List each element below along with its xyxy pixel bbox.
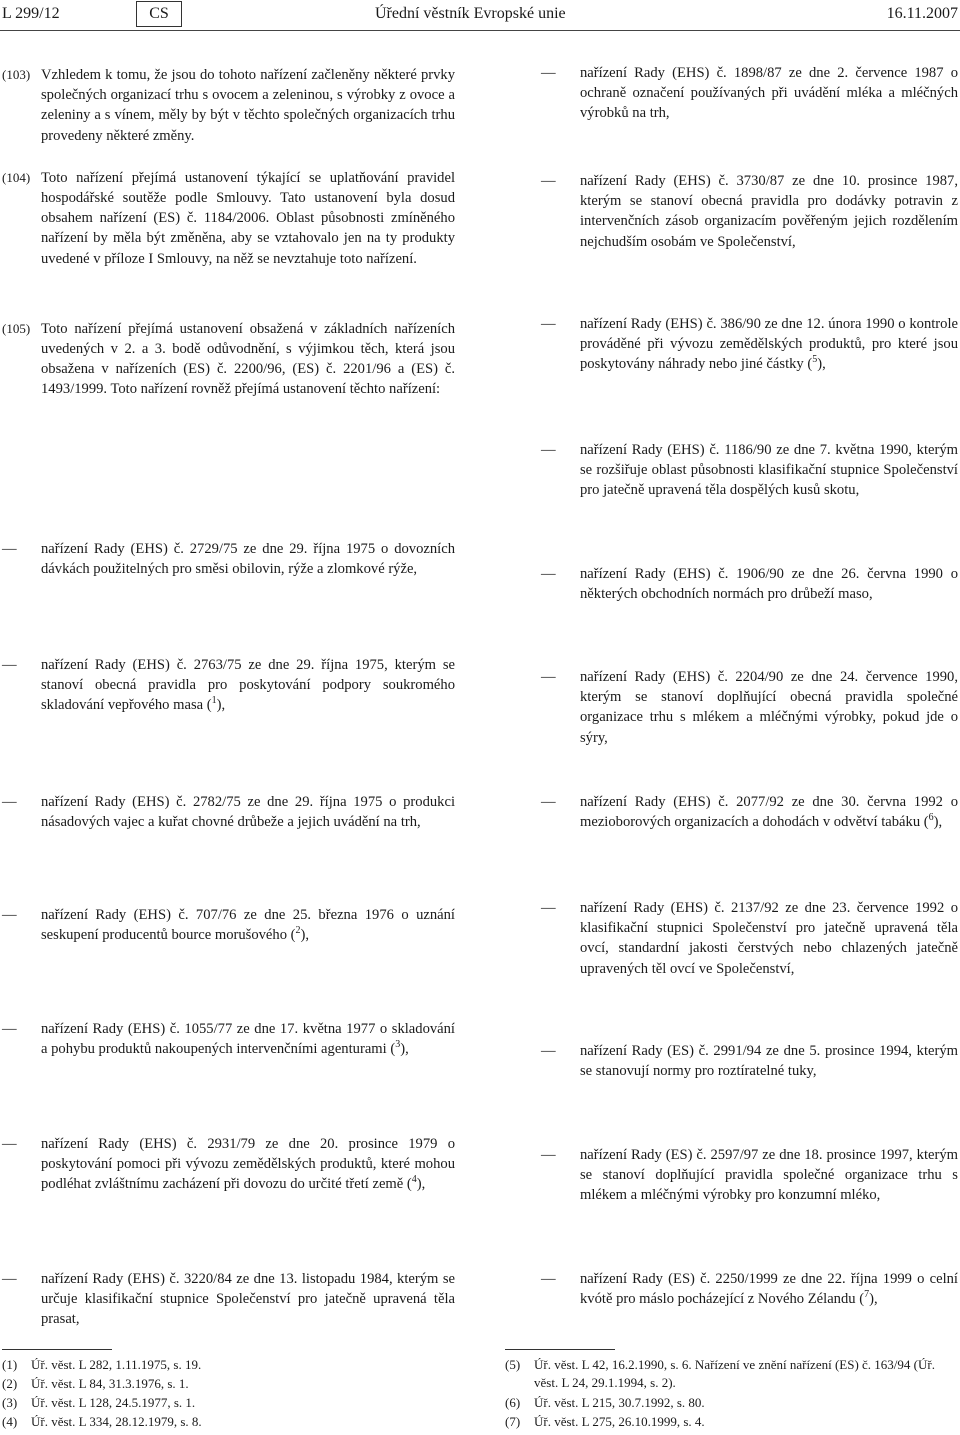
list-item — [2, 1269, 455, 1330]
footnote-ref[interactable]: 3 — [395, 1039, 401, 1051]
footnote-2: (2) Úř. věst. L 84, 31.3.1976, s. 1. — [2, 1376, 189, 1391]
list-item — [2, 539, 455, 579]
list-item — [2, 1019, 455, 1059]
recital-text: Toto nařízení přejímá ustanovení týkající se uplatňování pravidel hospodářské soutěže podle Smlouvy. Tato ustanovení byla dosud obsahem nařízení (ES) č. 1184/2006. Oblast působnosti zmíněného nařízení by měla být změněna, aby se vztahovalo jen na ty produkty uvedené v příloze I Smlouvy, na něž se nevztahuje toto nařízení. — [41, 169, 455, 267]
dash-bullet: — — [541, 794, 556, 810]
dash-bullet: — — [541, 1147, 556, 1163]
recital-number: (104) — [2, 169, 31, 185]
recital-104 — [2, 168, 455, 269]
dash-bullet: — — [541, 1271, 556, 1287]
dash-bullet: — — [2, 1021, 17, 1037]
list-item-text: nařízení Rady (ES) č. 2991/94 ze dne 5. prosince 1994, kterým se stanovují normy pro roztíratelné tuky, — [580, 1043, 958, 1080]
recital-text: Toto nařízení přejímá ustanovení obsažená v základních nařízeních uvedených v 2. a 3. bodě odůvodnění, s výjimkou těch, která jsou obsažena v nařízeních (ES) č. 2200/96, (ES) č. 2201/96 a (ES) č. 1493/1999. Toto nařízení rovněž přejímá ustanovení těchto nařízení: — [41, 320, 455, 398]
list-item-text: nařízení Rady (ES) č. 2597/97 ze dne 18. prosince 1997, kterým se stanoví doplňující pravidla společné organizace trhu s mlékem a mléčnými výrobky pro konzumní mléko, — [580, 1147, 958, 1204]
dash-bullet: — — [541, 173, 556, 189]
dash-bullet: — — [541, 65, 556, 81]
footnote-rule-left — [2, 1349, 112, 1350]
list-item-text: nařízení Rady (EHS) č. 386/90 ze dne 12. února 1990 o kontrole prováděné při vývozu zemědělských produktů, pro které jsou poskytovány náhrady nebo jiné částky ($^5$), — [580, 316, 958, 373]
dash-bullet: — — [2, 907, 17, 923]
list-item — [541, 1041, 958, 1081]
footnote-rule-right — [505, 1349, 615, 1350]
list-item — [2, 655, 455, 716]
list-item — [2, 792, 455, 832]
dash-bullet: — — [541, 316, 556, 332]
recital-105 — [2, 319, 455, 400]
recital-text: Vzhledem k tomu, že jsou do tohoto nařízení začleněny některé prvky společných organizací trhu s ovocem a zeleninou, s výrobky z ovoce a zeleniny a s vínem, měly by být v těchto společných organizacích trhu provedeny některé změny. — [41, 67, 455, 144]
list-item-text: nařízení Rady (EHS) č. 1055/77 ze dne 17. května 1977 o skladování a pohybu produktů nakoupených intervenčními agenturami ($^3$), — [41, 1021, 455, 1058]
list-item — [541, 63, 958, 124]
dash-bullet: — — [541, 442, 556, 458]
footnote-ref[interactable]: 6 — [928, 812, 934, 824]
recital-103 — [2, 65, 455, 146]
footnote-ref[interactable]: 1 — [211, 695, 217, 707]
list-item-text: nařízení Rady (EHS) č. 1906/90 ze dne 26. června 1990 o některých obchodních normách pro drůbeží maso, — [580, 566, 958, 603]
list-item-text: nařízení Rady (EHS) č. 707/76 ze dne 25. března 1976 o uznání seskupení producentů bource morušového ($^2$), — [41, 907, 455, 944]
list-item — [2, 905, 455, 945]
list-item-text: nařízení Rady (EHS) č. 2931/79 ze dne 20. prosince 1979 o poskytování pomoci při vývozu zemědělských produktů, které mohou podléhat zvláštnímu zacházení při dovozu do určité třetí země ($^4$), — [41, 1136, 455, 1193]
footnote-6: (6) Úř. věst. L 215, 30.7.1992, s. 80. — [505, 1395, 705, 1410]
page-header — [0, 0, 960, 31]
list-item — [541, 440, 958, 501]
dash-bullet: — — [541, 1043, 556, 1059]
list-item-text: nařízení Rady (EHS) č. 2077/92 ze dne 30. června 1992 o mezioborových organizacích a dohodách v odvětví tabáku ($^6$), — [580, 794, 958, 831]
footnote-5: (5) Úř. věst. L 42, 16.2.1990, s. 6. Nařízení ve znění nařízení (ES) č. 163/94 (Úř. věst. L 24, 29.1.1994, s. 2). — [505, 1357, 935, 1390]
footnote-ref[interactable]: 4 — [411, 1174, 417, 1186]
footnote-4: (4) Úř. věst. L 334, 28.12.1979, s. 8. — [2, 1414, 202, 1429]
list-item-text: nařízení Rady (EHS) č. 3220/84 ze dne 13. listopadu 1984, kterým se určuje klasifikační stupnice Společenství pro jatečně upravená těla prasat, — [41, 1271, 455, 1328]
dash-bullet: — — [2, 657, 17, 673]
list-item — [541, 171, 958, 252]
list-item-text: nařízení Rady (ES) č. 2250/1999 ze dne 22. října 1999 o celní kvótě pro máslo pocházející z Nového Zélandu ($^7$), — [580, 1271, 958, 1308]
footnote-7: (7) Úř. věst. L 275, 26.10.1999, s. 4. — [505, 1414, 705, 1429]
list-item-text: nařízení Rady (EHS) č. 1186/90 ze dne 7. května 1990, kterým se rozšiřuje oblast působnosti klasifikační stupnice Společenství pro jatečně upravená těla dospělých kusů skotu, — [580, 442, 958, 499]
list-item-text: nařízení Rady (EHS) č. 2204/90 ze dne 24. července 1990, kterým se stanoví doplňující obecná pravidla společné organizace trhu s mlékem a mléčnými výrobky, pokud jde o sýry, — [580, 669, 958, 746]
recital-number: (103) — [2, 67, 31, 82]
footnote-1: (1) Úř. věst. L 282, 1.11.1975, s. 19. — [2, 1357, 202, 1372]
list-item — [541, 314, 958, 375]
list-item-text: nařízení Rady (EHS) č. 1898/87 ze dne 2. července 1987 o ochraně označení používaných při uvádění mléka a mléčných výrobků na trh, — [580, 65, 958, 122]
list-item-text: nařízení Rady (EHS) č. 2137/92 ze dne 23. července 1992 o klasifikační stupnici Společenství pro jatečně upravená těla ovcí, standardní jakosti čerstvých nebo chlazených jatečně upravených těl ovcí ve Společenství, — [580, 900, 958, 977]
footnote-3: (3) Úř. věst. L 128, 24.5.1977, s. 1. — [2, 1395, 196, 1410]
list-item — [541, 564, 958, 604]
dash-bullet: — — [541, 900, 556, 916]
language-badge: CS — [136, 1, 182, 27]
list-item-text: nařízení Rady (EHS) č. 2729/75 ze dne 29. října 1975 o dovozních dávkách použitelných pro směsi obilovin, rýže a zlomkové rýže, — [41, 541, 455, 578]
list-item — [541, 1269, 958, 1309]
dash-bullet: — — [2, 1271, 17, 1287]
footnote-ref[interactable]: 2 — [295, 925, 301, 937]
list-item-text: nařízení Rady (EHS) č. 2763/75 ze dne 29. října 1975, kterým se stanoví obecná pravidla pro poskytování podpory soukromého skladování vepřového masa ($^1$), — [41, 657, 455, 714]
list-item — [541, 1145, 958, 1206]
list-item-text: nařízení Rady (EHS) č. 2782/75 ze dne 29. října 1975 o produkci násadových vajec a kuřat chovné drůbeže a jejich uvádění na trh, — [41, 794, 455, 831]
list-item — [541, 792, 958, 832]
dash-bullet: — — [2, 794, 17, 810]
footnote-ref[interactable]: 7 — [864, 1289, 870, 1301]
dash-bullet: — — [2, 541, 17, 557]
list-item — [2, 1134, 455, 1195]
recital-number: (105) — [2, 320, 31, 336]
page-reference: L 299/12 — [2, 5, 60, 22]
dash-bullet: — — [2, 1136, 17, 1152]
list-item-text: nařízení Rady (EHS) č. 3730/87 ze dne 10. prosince 1987, kterým se stanoví obecná pravidla pro dodávky potravin z intervenčních zásob organizacím pověřeným jejich rozdělením nejchudším osobám ve Společenství, — [580, 173, 958, 250]
list-item — [541, 898, 958, 979]
dash-bullet: — — [541, 566, 556, 582]
publication-date: 16.11.2007 — [886, 5, 958, 22]
footnote-ref[interactable]: 5 — [812, 354, 818, 366]
dash-bullet: — — [541, 669, 556, 685]
left-column — [2, 65, 455, 422]
list-item — [541, 667, 958, 748]
journal-title: Úřední věstník Evropské unie — [375, 5, 566, 22]
